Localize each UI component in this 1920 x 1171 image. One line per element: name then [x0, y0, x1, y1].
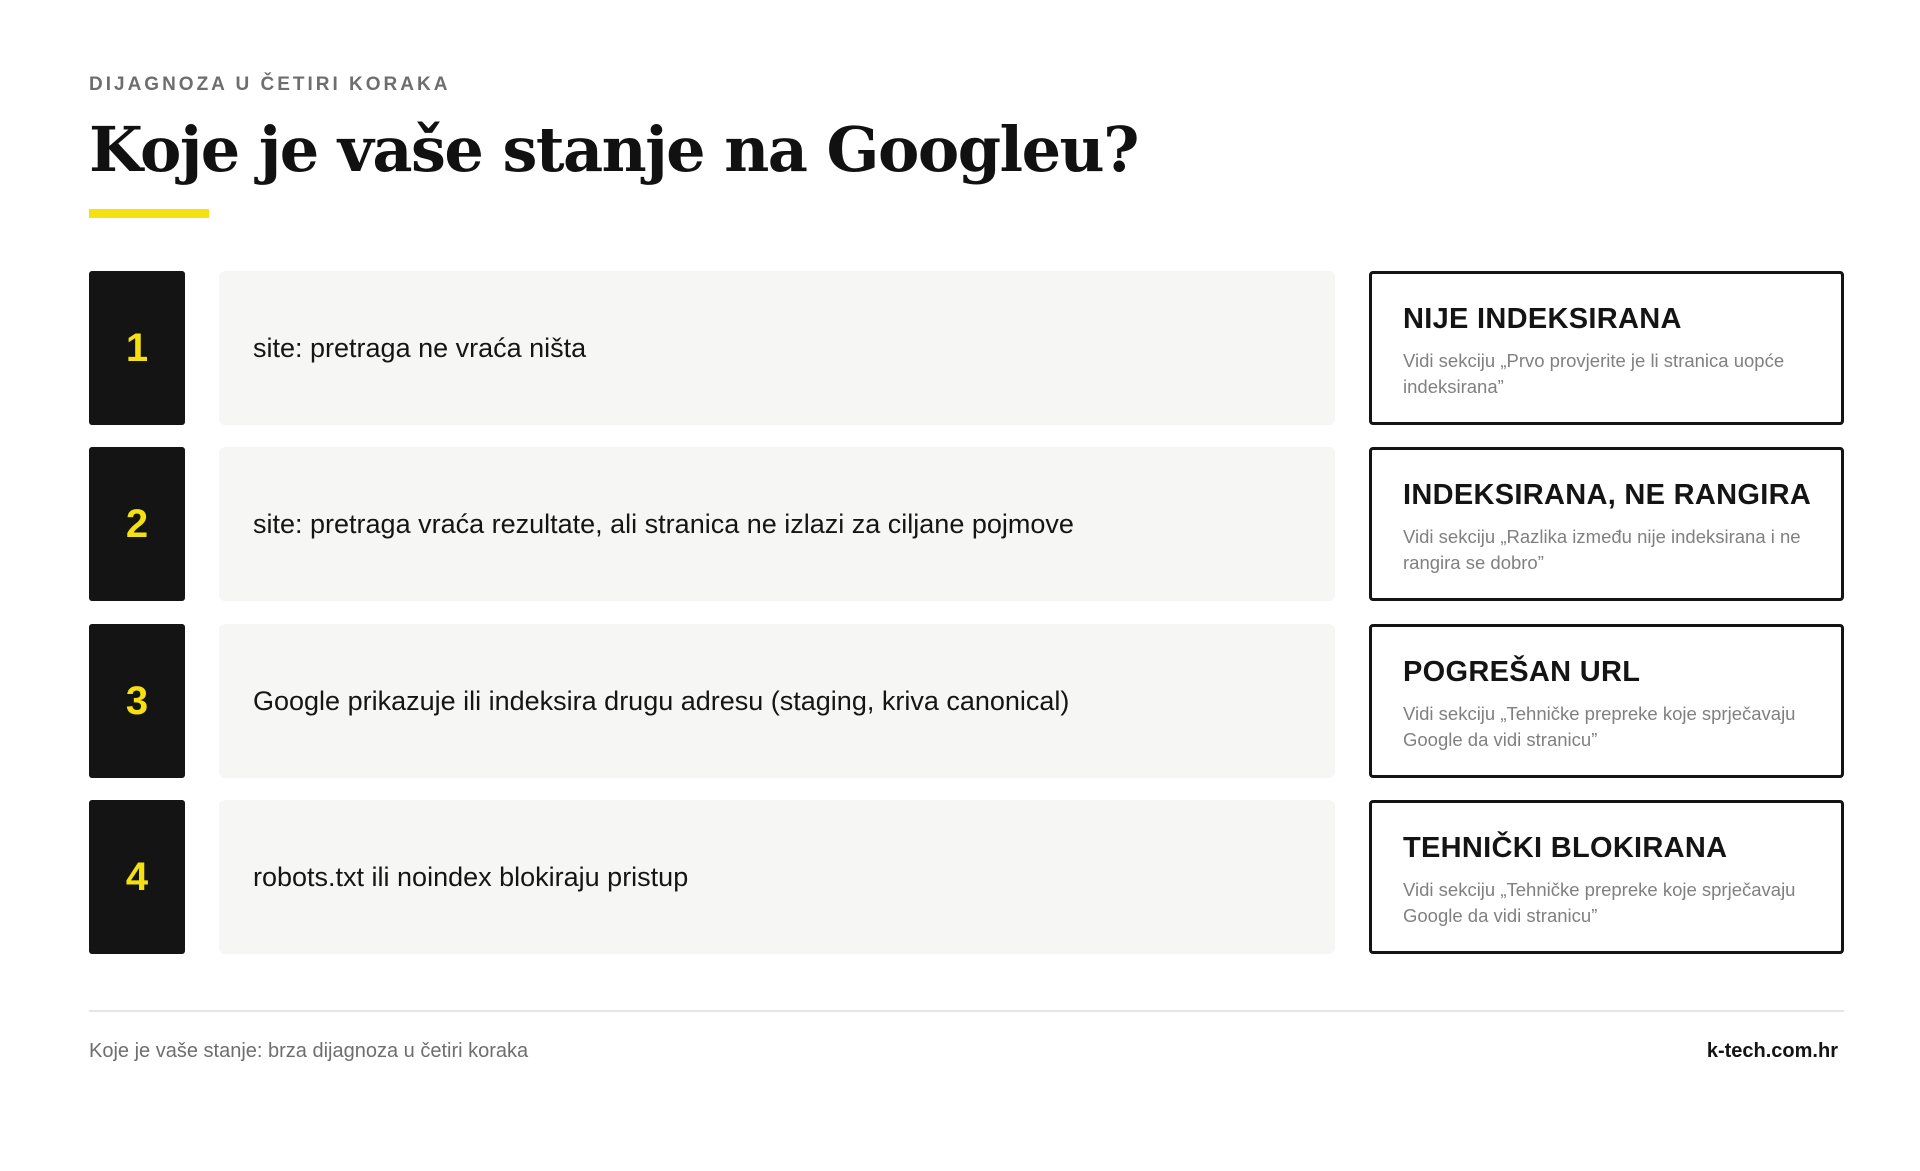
diagnosis-title: NIJE INDEKSIRANA	[1403, 303, 1682, 335]
symptom-text: site: pretraga vraća rezultate, ali stranica ne izlazi za ciljane pojmove	[253, 508, 1074, 539]
footer-caption: Koje je vaše stanje: brza dijagnoza u četiri koraka	[89, 1040, 529, 1062]
symptom-panel	[219, 271, 1335, 425]
step-number: 2	[125, 501, 149, 546]
diagnosis-card	[1369, 271, 1844, 425]
symptom-text: Google prikazuje ili indeksira drugu adresu (staging, kriva canonical)	[253, 685, 1070, 716]
diagnosis-card	[1369, 800, 1844, 954]
symptom-text: site: pretraga ne vraća ništa	[253, 332, 587, 363]
diagnosis-reference: Vidi sekciju „Tehničke prepreke koje sprječavaju Google da vidi stranicu”	[1403, 703, 1796, 750]
step-number: 1	[125, 325, 149, 370]
diagnosis-card	[1369, 624, 1844, 778]
step-number-box	[89, 624, 185, 778]
diagnosis-card	[1369, 447, 1844, 601]
step-number-box	[89, 271, 185, 425]
title-accent-bar	[89, 209, 209, 218]
symptom-panel	[219, 447, 1335, 601]
footer-divider	[89, 1010, 1844, 1012]
footer-domain: k-tech.com.hr	[1706, 1040, 1838, 1062]
step-number: 3	[125, 678, 149, 723]
diagnosis-row-4	[89, 800, 1844, 954]
symptom-panel	[219, 800, 1335, 954]
diagnosis-title: INDEKSIRANA, NE RANGIRA	[1403, 479, 1812, 511]
symptom-text: robots.txt ili noindex blokiraju pristup	[253, 861, 689, 892]
diagnosis-title: POGREŠAN URL	[1403, 656, 1641, 688]
step-number-box	[89, 800, 185, 954]
diagnosis-row-3	[89, 624, 1844, 778]
eyebrow-label: DIJAGNOZA U ČETIRI KORAKA	[89, 74, 451, 95]
diagnosis-reference: Vidi sekciju „Prvo provjerite je li stranica uopće indeksirana”	[1403, 350, 1785, 397]
diagnosis-reference: Vidi sekciju „Tehničke prepreke koje sprječavaju Google da vidi stranicu”	[1403, 879, 1796, 926]
page-title: Koje je vaše stanje na Googleu?	[89, 113, 1138, 186]
diagnosis-title: TEHNIČKI BLOKIRANA	[1403, 832, 1728, 864]
diagnosis-row-1	[89, 271, 1844, 425]
diagnosis-row-2	[89, 447, 1844, 601]
symptom-panel	[219, 624, 1335, 778]
step-number: 4	[125, 854, 149, 899]
step-number-box	[89, 447, 185, 601]
diagnosis-reference: Vidi sekciju „Razlika između nije indeksirana i ne rangira se dobro”	[1403, 526, 1801, 573]
